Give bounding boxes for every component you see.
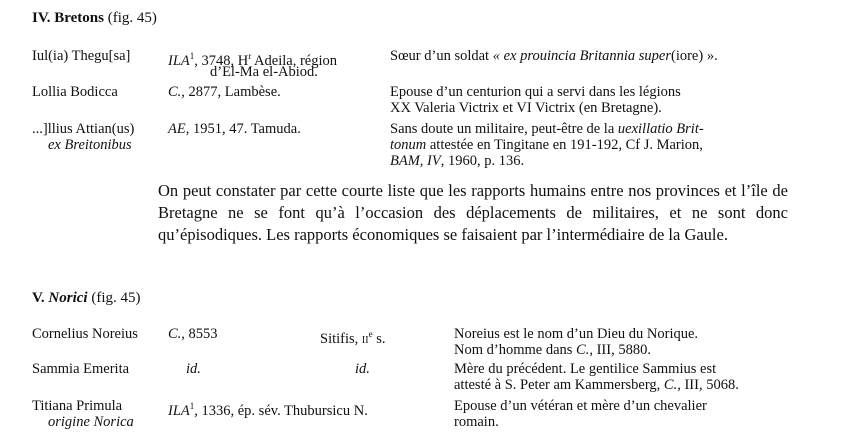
note-cont: romain. (454, 414, 499, 430)
section-numeral: V. (32, 290, 45, 306)
section-title: Bretons (54, 10, 104, 26)
section-heading-bretons (32, 10, 157, 27)
note-text: Nom d’homme dans (454, 342, 577, 358)
person-name: ...]llius Attian(us) (32, 121, 135, 137)
ref-text: , 8553 (181, 326, 218, 342)
ref-sup: r (248, 51, 252, 61)
person-name: Lollia Bodicca (32, 84, 118, 100)
note-text: Sœur d’un soldat (390, 48, 493, 64)
section-heading-norici (32, 290, 140, 307)
body-paragraph: On peut constater par cette courte liste que les rapports humains entre nos provinces et l’île de Bretagne ne se font qu’à l’occasion des déplacements de militaires, et ne sont donc qu’épisodiques. Les rapports économiques se faisaient par l’intermédiaire de la Gaule. (158, 181, 788, 244)
note-cont: XX Valeria Victrix et VI Victrix (en Bretagne). (390, 100, 662, 116)
note-cont (390, 153, 524, 170)
place: id. (355, 361, 370, 377)
section-numeral: IV. (32, 10, 51, 26)
ref-italic: C. (168, 84, 182, 100)
person-name: Titiana Primula (32, 398, 123, 414)
place-sup: e (368, 329, 373, 339)
person-name: Cornelius Noreius (32, 326, 138, 342)
ref-text: , 2877, Lambèse. (181, 84, 281, 100)
ref-italic: ILA (168, 402, 190, 419)
note-text: , III, 5880. (589, 342, 651, 358)
note-text: ». (703, 48, 718, 64)
source-reference (168, 326, 218, 343)
note-italic: « ex prouincia Britannia super (492, 48, 671, 64)
ref-italic: AE (168, 121, 186, 137)
note-text: Sans doute un militaire, peut-être de la (390, 121, 618, 137)
note-italic: BAM, IV (390, 153, 441, 169)
note-text: , III, 5068. (677, 377, 739, 393)
ref-text: , 1951, 47. Tamuda. (185, 121, 301, 137)
note-cont (454, 377, 739, 394)
figure-reference: (fig. 45) (107, 10, 157, 26)
ref-text: , 3748, H (194, 52, 249, 69)
note-text: (iore) (671, 48, 704, 64)
note-text: , 1960, p. 136. (440, 153, 525, 169)
source-reference: id. (186, 361, 201, 377)
ref-sup: 1 (189, 401, 195, 411)
person-name: Iul(ia) Thegu[sa] (32, 48, 131, 64)
place-text: Sitifis, (320, 330, 362, 347)
ref-italic: C. (168, 326, 182, 342)
ref-text: Adeila, région (251, 52, 338, 69)
place-text: s. (372, 330, 386, 347)
note-italic: uexillatio Brit- (617, 121, 704, 137)
source-reference (168, 84, 281, 101)
note: Noreius est le nom d’un Dieu du Norique. (454, 326, 699, 342)
figure-reference: (fig. 45) (91, 290, 141, 306)
ref-text: , 1336, ép. sév. Thubursicu N. (194, 402, 368, 419)
note-text: attestée en Tingitane en 191-192, Cf J. Marion, (426, 137, 703, 153)
note-italic: C. (663, 377, 678, 393)
source-reference (168, 398, 368, 420)
note: Mère du précédent. Le gentilice Sammius est (454, 361, 717, 377)
place-century: ii (361, 330, 369, 347)
ref-italic: ILA (168, 52, 190, 69)
place (320, 326, 385, 348)
note: Epouse d’un centurion qui a servi dans les légions (390, 84, 681, 100)
source-reference-cont: d’El-Ma el-Abiod. (210, 64, 318, 80)
ref-sup: 1 (189, 51, 195, 61)
note-italic: tonum (390, 137, 427, 153)
note-text: attesté à S. Peter am Kammersberg, (454, 377, 664, 393)
note (390, 121, 704, 138)
note-italic: C. (576, 342, 590, 358)
note-cont (454, 342, 651, 359)
person-origin: origine Norica (48, 414, 134, 430)
source-reference (168, 121, 301, 138)
section-title: Norici (48, 290, 88, 306)
person-origin: ex Breitonibus (48, 137, 132, 153)
note (390, 48, 718, 65)
note-cont (390, 137, 703, 154)
person-name: Sammia Emerita (32, 361, 130, 377)
note: Epouse d’un vétéran et mère d’un chevalier (454, 398, 707, 414)
